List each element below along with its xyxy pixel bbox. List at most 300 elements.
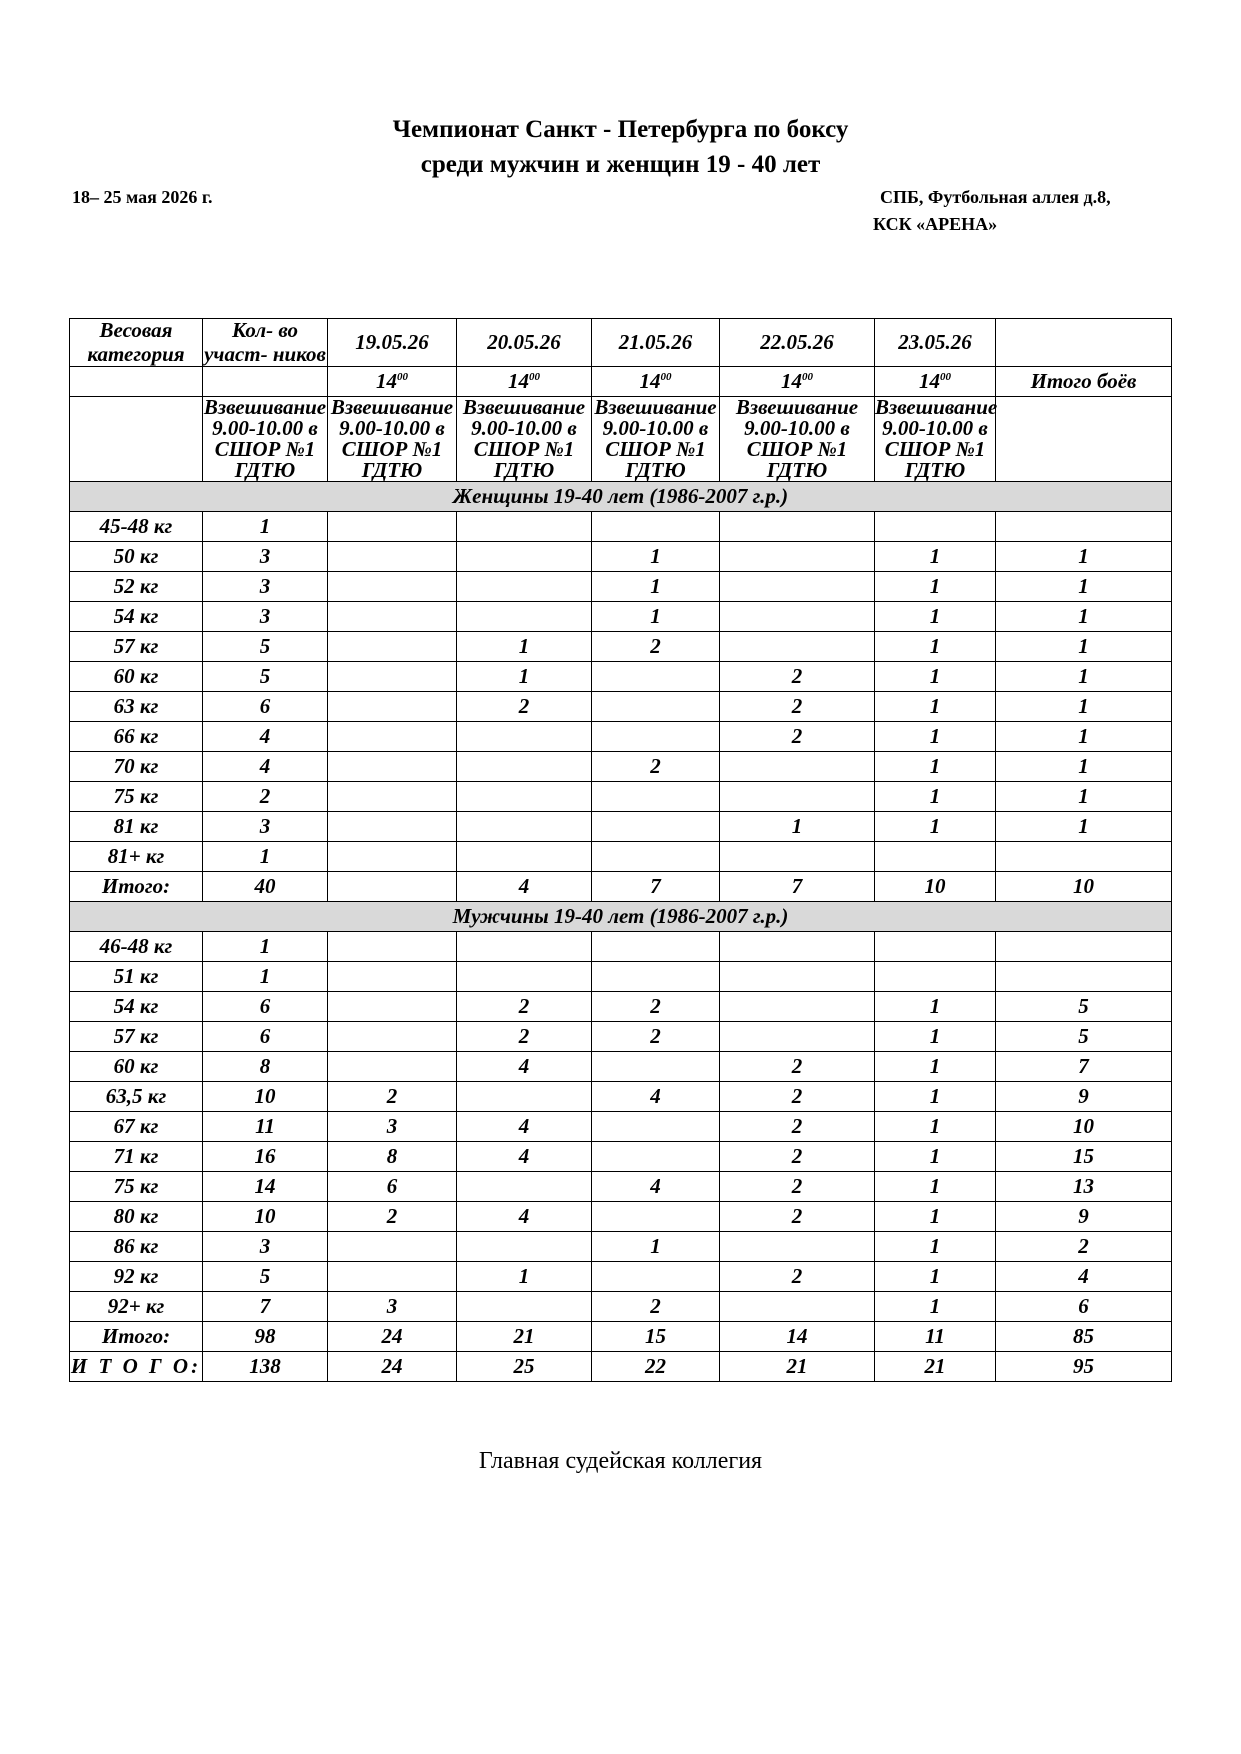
weight-category-cell: 81 кг (70, 812, 203, 842)
day3-cell (592, 812, 720, 842)
participants-cell: 1 (203, 512, 328, 542)
weigh-in-note: Взвешивание 9.00-10.00 в СШОР №1 ГДТЮ (328, 397, 457, 482)
table-row (70, 962, 1172, 992)
venue-address: СПБ, Футбольная аллея д.8, (880, 187, 1111, 207)
day5-cell (875, 842, 996, 872)
day4-cell (720, 572, 875, 602)
day1-cell: 3 (328, 1292, 457, 1322)
day5-cell: 1 (875, 572, 996, 602)
day5-cell: 1 (875, 1022, 996, 1052)
start-time-minutes: 00 (802, 371, 813, 384)
start-time-hours: 14 (376, 369, 397, 394)
day4-cell: 1 (720, 812, 875, 842)
day5-cell: 1 (875, 602, 996, 632)
table-row (70, 1142, 1172, 1172)
day1-cell (328, 1022, 457, 1052)
table-row (70, 812, 1172, 842)
day4-cell (720, 752, 875, 782)
men-total-row (70, 1322, 1172, 1352)
header-total-bouts: Итого боёв (996, 367, 1172, 397)
start-time-hours: 14 (639, 369, 661, 394)
participants-cell: 14 (203, 1172, 328, 1202)
participants-cell: 4 (203, 722, 328, 752)
weight-category-cell: Итого: (70, 1322, 203, 1352)
participants-cell: 8 (203, 1052, 328, 1082)
header-day-2: 20.05.26 (457, 319, 592, 367)
weight-category-cell: 52 кг (70, 572, 203, 602)
day4-cell: 2 (720, 1082, 875, 1112)
total-bouts-cell: 2 (996, 1232, 1172, 1262)
day2-cell (457, 752, 592, 782)
day3-cell (592, 962, 720, 992)
weigh-in-note: Взвешивание 9.00-10.00 в СШОР №1 ГДТЮ (720, 397, 875, 482)
day3-cell (592, 1142, 720, 1172)
day5-cell (875, 962, 996, 992)
total-bouts-cell: 10 (996, 872, 1172, 902)
day4-cell (720, 1232, 875, 1262)
start-time-minutes: 00 (940, 371, 951, 384)
weight-category-cell: 57 кг (70, 1022, 203, 1052)
day2-cell (457, 722, 592, 752)
participants-cell: 4 (203, 752, 328, 782)
day4-cell (720, 842, 875, 872)
weight-category-cell: Итого: (70, 872, 203, 902)
total-bouts-cell: 5 (996, 1022, 1172, 1052)
men-section-header (70, 902, 1172, 932)
total-bouts-cell: 1 (996, 632, 1172, 662)
day1-cell (328, 782, 457, 812)
participants-cell: 16 (203, 1142, 328, 1172)
start-time-4 (720, 367, 875, 397)
day3-cell (592, 1202, 720, 1232)
total-bouts-cell: 7 (996, 1052, 1172, 1082)
header-day-5: 23.05.26 (875, 319, 996, 367)
day4-cell (720, 602, 875, 632)
section-title: Женщины 19-40 лет (1986-2007 г.р.) (70, 482, 1172, 512)
day5-cell: 1 (875, 1172, 996, 1202)
table-row (70, 782, 1172, 812)
grand-total-row (70, 1352, 1172, 1382)
weight-category-cell: 71 кг (70, 1142, 203, 1172)
participants-cell: 11 (203, 1112, 328, 1142)
day1-cell (328, 662, 457, 692)
total-bouts-cell: 95 (996, 1352, 1172, 1382)
day4-cell (720, 1292, 875, 1322)
day1-cell (328, 812, 457, 842)
day1-cell (328, 542, 457, 572)
start-time-hours: 14 (508, 369, 529, 394)
day5-cell: 1 (875, 662, 996, 692)
header-empty (996, 319, 1172, 367)
total-bouts-cell: 4 (996, 1262, 1172, 1292)
total-bouts-cell: 13 (996, 1172, 1172, 1202)
day5-cell: 1 (875, 1262, 996, 1292)
day2-cell (457, 512, 592, 542)
total-bouts-cell (996, 962, 1172, 992)
day4-cell: 2 (720, 1052, 875, 1082)
day4-cell (720, 512, 875, 542)
start-time-5 (875, 367, 996, 397)
participants-cell: 6 (203, 692, 328, 722)
weight-category-cell: 50 кг (70, 542, 203, 572)
total-bouts-cell (996, 932, 1172, 962)
day4-cell: 2 (720, 1172, 875, 1202)
table-row (70, 1262, 1172, 1292)
day5-cell: 11 (875, 1322, 996, 1352)
participants-cell: 10 (203, 1082, 328, 1112)
start-time-hours: 14 (919, 369, 940, 394)
total-bouts-cell: 6 (996, 1292, 1172, 1322)
total-bouts-cell (996, 842, 1172, 872)
day2-cell (457, 602, 592, 632)
day3-cell (592, 1112, 720, 1142)
total-bouts-cell (996, 512, 1172, 542)
header-day-1: 19.05.26 (328, 319, 457, 367)
day4-cell: 2 (720, 1202, 875, 1232)
participants-cell: 3 (203, 812, 328, 842)
table-row (70, 842, 1172, 872)
table-row (70, 1022, 1172, 1052)
table-row (70, 602, 1172, 632)
document-title-line2: среди мужчин и женщин 19 - 40 лет (420, 151, 821, 178)
day1-cell: 2 (328, 1202, 457, 1232)
day2-cell: 4 (457, 1142, 592, 1172)
day3-cell: 1 (592, 602, 720, 632)
day2-cell (457, 1232, 592, 1262)
weight-category-cell: 92+ кг (70, 1292, 203, 1322)
day3-cell (592, 722, 720, 752)
day2-cell: 4 (457, 1202, 592, 1232)
time-empty-cell (70, 367, 203, 397)
weigh-in-row (70, 397, 1172, 482)
weigh-in-note: Взвешивание 9.00-10.00 в СШОР №1 ГДТЮ (592, 397, 720, 482)
day4-cell: 2 (720, 1142, 875, 1172)
table-row (70, 1172, 1172, 1202)
weight-category-cell: 92 кг (70, 1262, 203, 1292)
day4-cell: 2 (720, 1262, 875, 1292)
total-bouts-cell: 10 (996, 1112, 1172, 1142)
weight-category-cell: И Т О Г О: (70, 1352, 203, 1382)
participants-cell: 5 (203, 1262, 328, 1292)
participants-cell: 3 (203, 1232, 328, 1262)
table-row (70, 992, 1172, 1022)
table-row (70, 542, 1172, 572)
participants-cell: 138 (203, 1352, 328, 1382)
day4-cell (720, 782, 875, 812)
day4-cell (720, 992, 875, 1022)
day2-cell: 4 (457, 1052, 592, 1082)
table-row (70, 1082, 1172, 1112)
participants-cell: 98 (203, 1322, 328, 1352)
day5-cell: 1 (875, 992, 996, 1022)
start-time-minutes: 00 (397, 371, 408, 384)
day2-cell (457, 1292, 592, 1322)
day1-cell (328, 752, 457, 782)
participants-cell: 3 (203, 572, 328, 602)
day1-cell: 6 (328, 1172, 457, 1202)
total-bouts-cell: 5 (996, 992, 1172, 1022)
day3-cell (592, 932, 720, 962)
total-bouts-cell: 1 (996, 692, 1172, 722)
day2-cell (457, 842, 592, 872)
table-row (70, 572, 1172, 602)
weight-category-cell: 51 кг (70, 962, 203, 992)
weight-category-cell: 86 кг (70, 1232, 203, 1262)
day1-cell (328, 602, 457, 632)
total-bouts-cell: 1 (996, 812, 1172, 842)
weight-category-cell: 66 кг (70, 722, 203, 752)
day2-cell: 2 (457, 692, 592, 722)
participants-cell: 6 (203, 992, 328, 1022)
total-bouts-cell: 1 (996, 542, 1172, 572)
day3-cell (592, 782, 720, 812)
day4-cell (720, 932, 875, 962)
day1-cell: 24 (328, 1352, 457, 1382)
day4-cell: 2 (720, 662, 875, 692)
weigh-in-empty-cell (70, 397, 203, 482)
table-row (70, 512, 1172, 542)
day5-cell: 1 (875, 692, 996, 722)
participants-cell: 1 (203, 962, 328, 992)
day5-cell: 1 (875, 1232, 996, 1262)
day5-cell: 1 (875, 812, 996, 842)
day3-cell: 1 (592, 572, 720, 602)
day2-cell: 1 (457, 662, 592, 692)
day3-cell: 1 (592, 1232, 720, 1262)
start-time-hours: 14 (781, 369, 802, 394)
day5-cell: 1 (875, 1112, 996, 1142)
day5-cell (875, 932, 996, 962)
total-bouts-cell: 1 (996, 572, 1172, 602)
day1-cell (328, 572, 457, 602)
day5-cell: 1 (875, 752, 996, 782)
day3-cell (592, 842, 720, 872)
day1-cell (328, 872, 457, 902)
total-bouts-cell: 1 (996, 722, 1172, 752)
weight-category-cell: 46-48 кг (70, 932, 203, 962)
document-title-line1: Чемпионат Санкт - Петербурга по боксу (392, 116, 849, 143)
day5-cell: 1 (875, 632, 996, 662)
weight-category-cell: 75 кг (70, 1172, 203, 1202)
participants-cell: 3 (203, 542, 328, 572)
day1-cell (328, 1232, 457, 1262)
day1-cell (328, 992, 457, 1022)
day3-cell: 4 (592, 1172, 720, 1202)
total-bouts-cell: 1 (996, 752, 1172, 782)
day2-cell (457, 962, 592, 992)
day1-cell (328, 1052, 457, 1082)
day5-cell: 10 (875, 872, 996, 902)
day3-cell: 2 (592, 752, 720, 782)
venue-name: КСК «АРЕНА» (873, 214, 998, 234)
day2-cell (457, 782, 592, 812)
total-bouts-cell: 9 (996, 1082, 1172, 1112)
day4-cell: 21 (720, 1352, 875, 1382)
day3-cell (592, 512, 720, 542)
day2-cell (457, 1172, 592, 1202)
participants-cell: 2 (203, 782, 328, 812)
header-participants: Кол- во участ- ников (204, 318, 326, 366)
total-bouts-cell: 1 (996, 662, 1172, 692)
women-total-row (70, 872, 1172, 902)
day4-cell: 2 (720, 722, 875, 752)
header-day-4: 22.05.26 (720, 319, 875, 367)
total-bouts-cell: 85 (996, 1322, 1172, 1352)
table-row (70, 1202, 1172, 1232)
total-bouts-cell: 15 (996, 1142, 1172, 1172)
participants-cell: 40 (203, 872, 328, 902)
day2-cell: 2 (457, 992, 592, 1022)
weight-category-cell: 45-48 кг (70, 512, 203, 542)
weight-category-cell: 75 кг (70, 782, 203, 812)
day4-cell: 2 (720, 692, 875, 722)
day1-cell: 2 (328, 1082, 457, 1112)
day2-cell: 21 (457, 1322, 592, 1352)
day2-cell (457, 1082, 592, 1112)
day2-cell: 25 (457, 1352, 592, 1382)
section-title: Мужчины 19-40 лет (1986-2007 г.р.) (70, 902, 1172, 932)
day1-cell (328, 962, 457, 992)
participants-cell: 10 (203, 1202, 328, 1232)
day3-cell: 4 (592, 1082, 720, 1112)
weigh-in-empty-cell (996, 397, 1172, 482)
women-section-header (70, 482, 1172, 512)
time-empty-cell (203, 367, 328, 397)
day5-cell (875, 512, 996, 542)
weigh-in-note: Взвешивание 9.00-10.00 в СШОР №1 ГДТЮ (457, 397, 592, 482)
table-row (70, 692, 1172, 722)
weight-category-cell: 63,5 кг (70, 1082, 203, 1112)
table-row (70, 752, 1172, 782)
day5-cell: 21 (875, 1352, 996, 1382)
weight-category-cell: 81+ кг (70, 842, 203, 872)
day1-cell: 24 (328, 1322, 457, 1352)
day3-cell: 2 (592, 1292, 720, 1322)
day4-cell (720, 1022, 875, 1052)
weigh-in-note: Взвешивание 9.00-10.00 в СШОР №1 ГДТЮ (875, 395, 998, 483)
day1-cell (328, 512, 457, 542)
time-row (70, 367, 1172, 397)
day5-cell: 1 (875, 1082, 996, 1112)
participants-cell: 7 (203, 1292, 328, 1322)
day1-cell (328, 632, 457, 662)
day3-cell: 2 (592, 1022, 720, 1052)
day3-cell (592, 1262, 720, 1292)
day1-cell: 3 (328, 1112, 457, 1142)
day3-cell (592, 662, 720, 692)
total-bouts-cell: 1 (996, 602, 1172, 632)
day5-cell: 1 (875, 1142, 996, 1172)
total-bouts-cell: 1 (996, 782, 1172, 812)
day4-cell: 2 (720, 1112, 875, 1142)
table-row (70, 1112, 1172, 1142)
day2-cell: 4 (457, 872, 592, 902)
day1-cell: 8 (328, 1142, 457, 1172)
day3-cell: 2 (592, 632, 720, 662)
weight-category-cell: 60 кг (70, 662, 203, 692)
day2-cell: 1 (457, 1262, 592, 1292)
day1-cell (328, 722, 457, 752)
day5-cell: 1 (875, 1052, 996, 1082)
schedule-table (69, 318, 1172, 1382)
weight-category-cell: 57 кг (70, 632, 203, 662)
day3-cell: 1 (592, 542, 720, 572)
day4-cell (720, 962, 875, 992)
day3-cell (592, 692, 720, 722)
header-weight-category: Весовая категория (70, 319, 203, 367)
day4-cell (720, 542, 875, 572)
day2-cell (457, 572, 592, 602)
day5-cell: 1 (875, 722, 996, 752)
day2-cell: 1 (457, 632, 592, 662)
day2-cell: 4 (457, 1112, 592, 1142)
event-dates: 18– 25 мая 2026 г. (72, 187, 213, 207)
weight-category-cell: 67 кг (70, 1112, 203, 1142)
day4-cell: 7 (720, 872, 875, 902)
participants-cell: 5 (203, 662, 328, 692)
day1-cell (328, 842, 457, 872)
participants-cell: 1 (203, 842, 328, 872)
footer-signature: Главная судейская коллегия (478, 1448, 763, 1474)
weight-category-cell: 80 кг (70, 1202, 203, 1232)
weight-category-cell: 63 кг (70, 692, 203, 722)
day2-cell (457, 812, 592, 842)
table-row (70, 632, 1172, 662)
day5-cell: 1 (875, 782, 996, 812)
weigh-in-note: Взвешивание 9.00-10.00 в СШОР №1 ГДТЮ (203, 395, 327, 483)
start-time-minutes: 00 (660, 371, 672, 384)
table-row (70, 1292, 1172, 1322)
participants-cell: 5 (203, 632, 328, 662)
participants-cell: 6 (203, 1022, 328, 1052)
day5-cell: 1 (875, 1292, 996, 1322)
table-row (70, 1052, 1172, 1082)
total-bouts-cell: 9 (996, 1202, 1172, 1232)
day3-cell: 7 (592, 872, 720, 902)
table-row (70, 1232, 1172, 1262)
header-day-3: 21.05.26 (592, 319, 720, 367)
day1-cell (328, 692, 457, 722)
start-time-3 (592, 367, 720, 397)
participants-cell: 3 (203, 602, 328, 632)
table-row (70, 932, 1172, 962)
day3-cell: 15 (592, 1322, 720, 1352)
day2-cell (457, 932, 592, 962)
day2-cell: 2 (457, 1022, 592, 1052)
table-row (70, 662, 1172, 692)
day3-cell: 2 (592, 992, 720, 1022)
day5-cell: 1 (875, 542, 996, 572)
day3-cell: 22 (592, 1352, 720, 1382)
start-time-2 (457, 367, 592, 397)
day3-cell (592, 1052, 720, 1082)
weight-category-cell: 70 кг (70, 752, 203, 782)
table-row (70, 722, 1172, 752)
start-time-1 (328, 367, 457, 397)
day5-cell: 1 (875, 1202, 996, 1232)
day4-cell: 14 (720, 1322, 875, 1352)
weight-category-cell: 60 кг (70, 1052, 203, 1082)
day1-cell (328, 932, 457, 962)
day4-cell (720, 632, 875, 662)
start-time-minutes: 00 (529, 371, 540, 384)
header-row (70, 319, 1172, 367)
weight-category-cell: 54 кг (70, 602, 203, 632)
day1-cell (328, 1262, 457, 1292)
day2-cell (457, 542, 592, 572)
weight-category-cell: 54 кг (70, 992, 203, 1022)
participants-cell: 1 (203, 932, 328, 962)
